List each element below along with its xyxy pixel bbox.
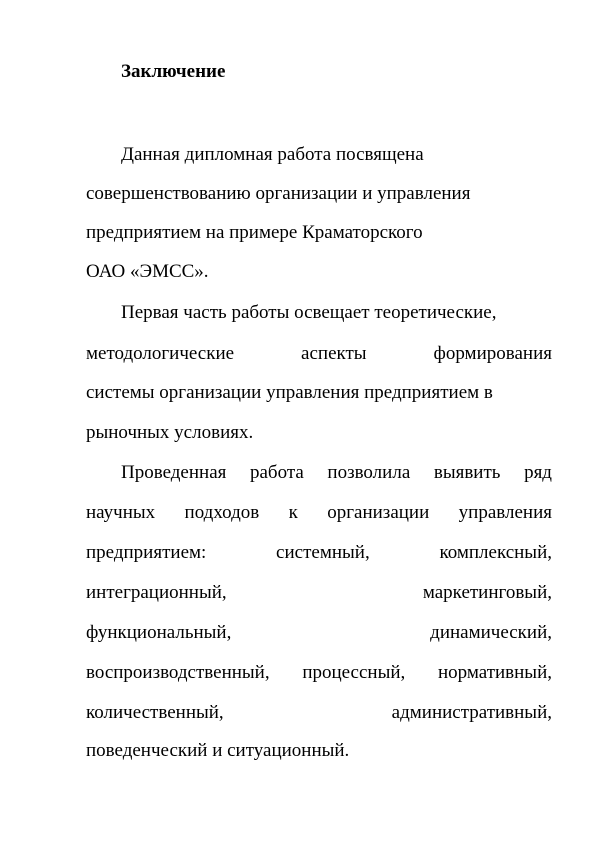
paragraph-2-line-3: системы организации управления предприятием в [86, 382, 493, 403]
word: процессный, [302, 662, 406, 683]
word: аспекты [301, 343, 367, 364]
word: организации [327, 502, 430, 523]
word: к [288, 502, 298, 523]
paragraph-3-line-8: поведенческий и ситуационный. [86, 740, 350, 761]
paragraph-1-line-1: Данная дипломная работа посвящена [121, 144, 424, 165]
paragraph-3-line-7 [86, 701, 552, 725]
word: комплексный, [439, 542, 552, 563]
word: административный, [391, 702, 552, 723]
word: Проведенная [121, 462, 227, 483]
word: маркетинговый, [422, 582, 552, 603]
word: работа [249, 462, 304, 483]
paragraph-3-line-4 [86, 581, 552, 605]
word: управления [458, 502, 552, 523]
word: научных [86, 502, 156, 523]
paragraph-1-line-4: ОАО «ЭМСС». [86, 261, 209, 282]
paragraph-2-line-1: Первая часть работы освещает теоретические, [121, 302, 497, 323]
word: нормативный, [437, 662, 552, 683]
paragraph-2-line-4: рыночных условиях. [86, 422, 254, 443]
paragraph-3-line-3 [86, 541, 552, 565]
paragraph-1-line-2: совершенствованию организации и управления [86, 183, 471, 204]
word: формирования [433, 343, 552, 364]
word: подходов [184, 502, 260, 523]
paragraph-3-line-1 [121, 461, 552, 485]
word: системный, [276, 542, 370, 563]
word: интеграционный, [86, 582, 227, 603]
paragraph-2-line-2 [86, 342, 552, 366]
paragraph-1-line-3: предприятием на примере Краматорского [86, 222, 423, 243]
word: динамический, [430, 622, 552, 643]
page-title: Заключение [121, 61, 226, 82]
word: предприятием: [86, 542, 207, 563]
word: воспроизводственный, [86, 662, 270, 683]
word: методологические [86, 343, 235, 364]
word: количественный, [86, 702, 224, 723]
word: выявить [433, 462, 501, 483]
word: ряд [524, 462, 552, 483]
paragraph-3-line-5 [86, 621, 552, 645]
paragraph-3-line-2 [86, 501, 552, 525]
word: позволила [327, 462, 411, 483]
word: функциональный, [86, 622, 232, 643]
paragraph-3-line-6 [86, 661, 552, 685]
